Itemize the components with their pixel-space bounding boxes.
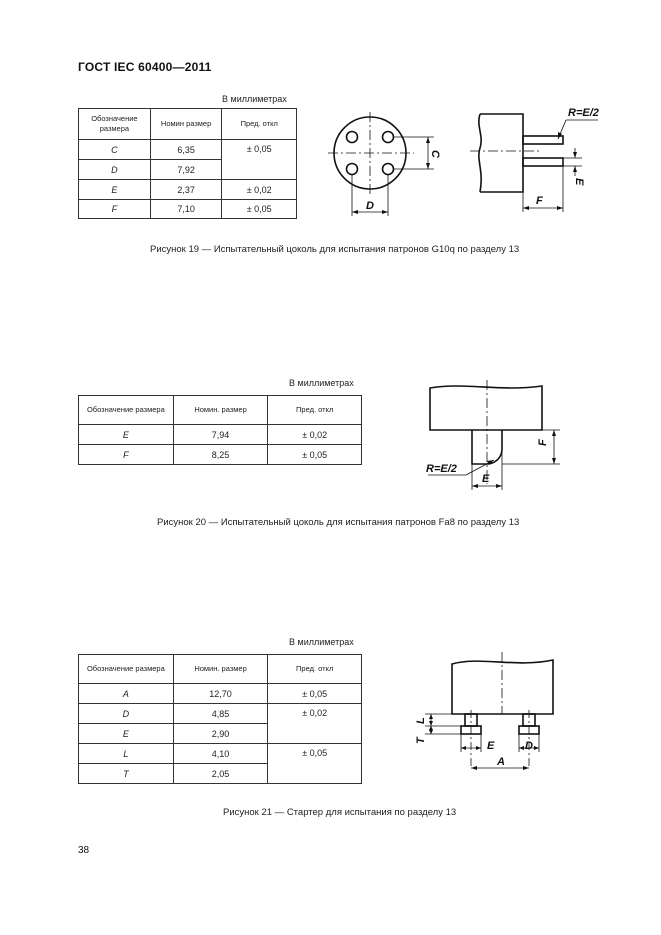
table-row: [79, 704, 362, 724]
cell-nominal: 4,10: [173, 744, 268, 764]
cell-tolerance: ± 0,05: [268, 684, 362, 704]
cell-symbol: L: [79, 744, 174, 764]
cell-tolerance: ± 0,05: [268, 744, 362, 784]
dim-label-d: D: [525, 740, 533, 752]
cell-symbol: E: [79, 425, 174, 445]
fig21-dimension-table: [78, 654, 362, 784]
table-row: [79, 180, 297, 200]
fig21-units-note: В миллиметрах: [289, 637, 354, 647]
cell-tolerance: ± 0,02: [268, 704, 362, 744]
col-header-nominal: Номин размер: [150, 109, 222, 140]
cell-nominal: 7,10: [150, 200, 222, 219]
document-header: ГОСТ IEC 60400—2011: [78, 60, 212, 74]
fig19-units-note: В миллиметрах: [222, 94, 287, 104]
col-header-nominal: Номин. размер: [173, 396, 268, 425]
dim-label-t: T: [415, 737, 427, 744]
table-row: [79, 445, 362, 465]
cell-tolerance: ± 0,02: [222, 180, 297, 200]
col-header-nominal: Номин. размер: [173, 655, 268, 684]
cell-symbol: A: [79, 684, 174, 704]
fig20-dimension-table: [78, 395, 362, 465]
cell-symbol: E: [79, 724, 174, 744]
col-header-designation: Обозначение размера: [79, 655, 174, 684]
cell-nominal: 2,05: [173, 764, 268, 784]
cell-tolerance: ± 0,05: [222, 140, 297, 180]
fig20-units-note: В миллиметрах: [289, 378, 354, 388]
cell-nominal: 6,35: [150, 140, 222, 160]
fig19-dimension-table: [78, 108, 297, 219]
cell-tolerance: ± 0,05: [222, 200, 297, 219]
dim-label-e: E: [573, 178, 585, 186]
col-header-tolerance: Пред. откл: [268, 655, 362, 684]
dim-label-d: D: [366, 200, 374, 212]
dim-label-l: L: [415, 717, 427, 724]
fig21-side-view-drawing: [405, 652, 565, 777]
fig21-caption: Рисунок 21 — Стартер для испытания по разделу 13: [223, 807, 457, 818]
dim-label-e: E: [482, 473, 490, 485]
col-header-tolerance: Пред. откл: [268, 396, 362, 425]
cell-tolerance: ± 0,02: [268, 425, 362, 445]
cell-nominal: 8,25: [173, 445, 268, 465]
fig20-caption: Рисунок 20 — Испытательный цоколь для испытания патронов Fa8 по разделу 13: [157, 517, 520, 528]
cell-nominal: 2,37: [150, 180, 222, 200]
cell-symbol: F: [79, 445, 174, 465]
dim-label-f: F: [537, 439, 549, 446]
cell-symbol: D: [79, 160, 151, 180]
table-row: [79, 200, 297, 219]
cell-symbol: T: [79, 764, 174, 784]
col-header-designation: Обозначение размера: [79, 396, 174, 425]
dim-label-e: E: [487, 740, 495, 752]
cell-nominal: 2,90: [173, 724, 268, 744]
cell-nominal: 12,70: [173, 684, 268, 704]
dim-label-r: R=E/2: [426, 463, 457, 475]
cell-symbol: C: [79, 140, 151, 160]
fig20-side-view-drawing: [420, 380, 580, 492]
table-row: [79, 140, 297, 160]
fig19-side-view-drawing: [470, 104, 610, 216]
col-header-tolerance: Пред. откл: [222, 109, 297, 140]
cell-nominal: 7,92: [150, 160, 222, 180]
dim-label-c: C: [429, 150, 441, 158]
fig19-caption: Рисунок 19 — Испытательный цоколь для испытания патронов G10q по разделу 13: [150, 244, 520, 255]
table-row: [79, 744, 362, 764]
table-row: [79, 684, 362, 704]
cell-symbol: F: [79, 200, 151, 219]
dim-label-r: R=E/2: [568, 107, 599, 119]
page-number: 38: [78, 845, 90, 856]
cell-nominal: 4,85: [173, 704, 268, 724]
cell-symbol: E: [79, 180, 151, 200]
dim-label-f: F: [536, 195, 543, 207]
cell-symbol: D: [79, 704, 174, 724]
table-row: [79, 425, 362, 445]
dim-label-a: A: [497, 756, 505, 768]
cell-nominal: 7,94: [173, 425, 268, 445]
col-header-designation: Обозначение размера: [79, 109, 151, 140]
fig19-front-view-drawing: [322, 112, 442, 222]
cell-tolerance: ± 0,05: [268, 445, 362, 465]
